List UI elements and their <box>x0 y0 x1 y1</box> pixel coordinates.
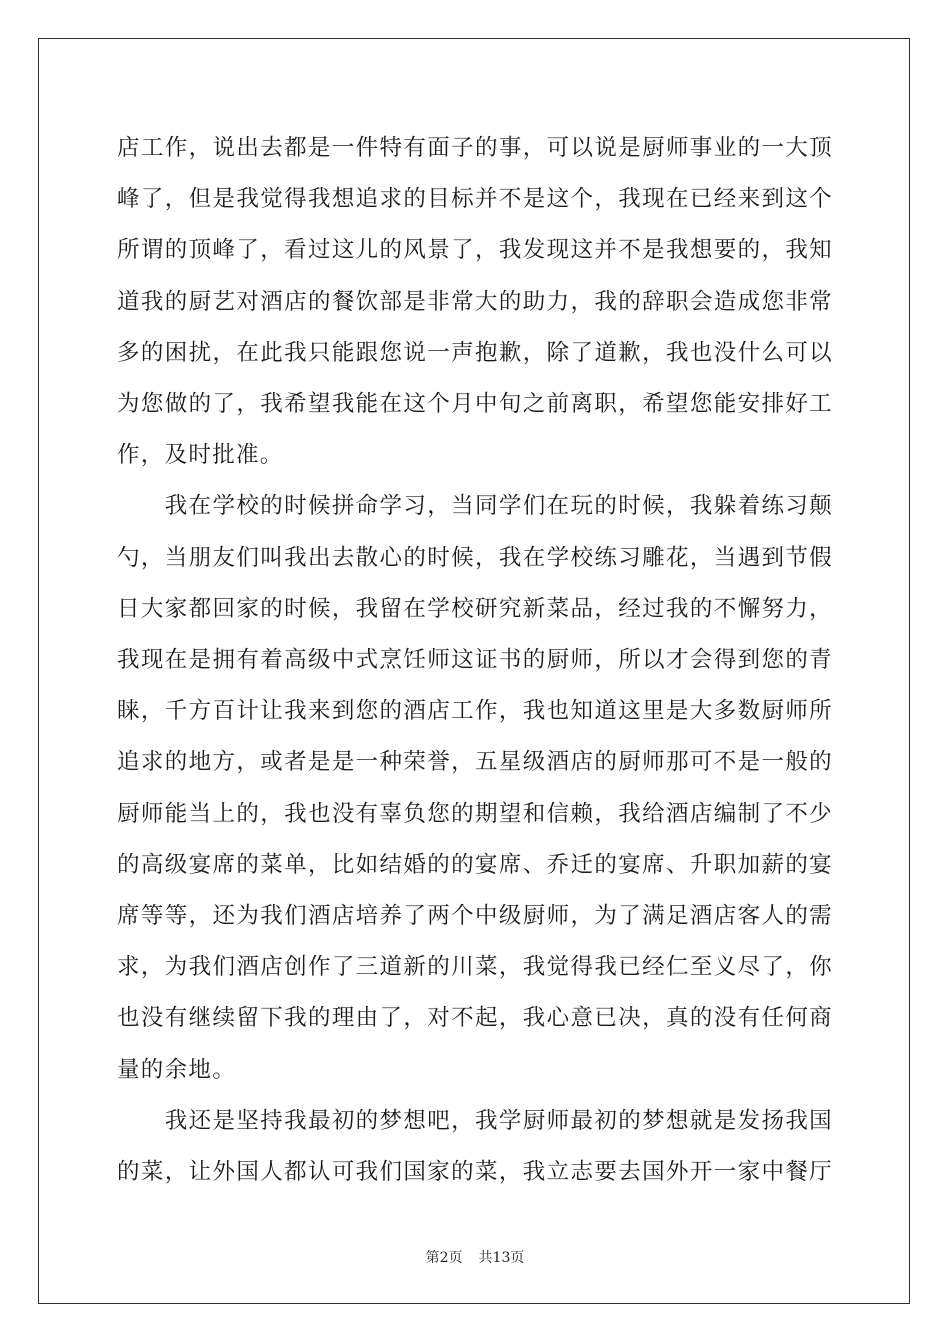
text-line: 席等等，还为我们酒店培养了两个中级厨师，为了满足酒店客人的需 <box>117 903 833 930</box>
text-line: 勺，当朋友们叫我出去散心的时候，我在学校练习雕花，当遇到节假 <box>117 544 833 571</box>
text-line: 所谓的顶峰了，看过这儿的风景了，我发现这并不是我想要的，我知 <box>117 237 833 264</box>
document-body <box>117 123 833 1198</box>
text-line: 日大家都回家的时候，我留在学校研究新菜品，经过我的不懈努力， <box>117 595 833 622</box>
text-line: 也没有继续留下我的理由了，对不起，我心意已决，真的没有任何商 <box>117 1005 833 1032</box>
page-total: 共13页 <box>478 1250 525 1266</box>
paragraph-3 <box>117 1096 833 1198</box>
text-line: 睐，千方百计让我来到您的酒店工作，我也知道这里是大多数厨师所 <box>117 698 833 725</box>
text-line: 厨师能当上的，我也没有辜负您的期望和信赖，我给酒店编制了不少 <box>117 800 833 827</box>
text-line: 量的余地。 <box>117 1056 237 1083</box>
text-line: 为您做的了，我希望我能在这个月中旬之前离职，希望您能安排好工 <box>117 391 833 418</box>
text-line: 我现在是拥有着高级中式烹饪师这证书的厨师，所以才会得到您的青 <box>117 647 833 674</box>
text-line: 作，及时批准。 <box>117 442 284 469</box>
page-footer <box>0 1247 950 1267</box>
text-line: 我还是坚持我最初的梦想吧，我学厨师最初的梦想就是发扬我国 <box>117 1107 833 1134</box>
paragraph-1 <box>117 123 833 481</box>
text-line: 道我的厨艺对酒店的餐饮部是非常大的助力，我的辞职会造成您非常 <box>117 288 833 315</box>
text-line: 多的困扰，在此我只能跟您说一声抱歉，除了道歉，我也没什么可以 <box>117 339 833 366</box>
text-line: 求，为我们酒店创作了三道新的川菜，我觉得我已经仁至义尽了，你 <box>117 954 833 981</box>
text-line: 店工作，说出去都是一件特有面子的事，可以说是厨师事业的一大顶 <box>117 135 833 161</box>
paragraph-2 <box>117 481 833 1095</box>
page-number: 第2页 <box>425 1250 463 1266</box>
text-line: 我在学校的时候拼命学习，当同学们在玩的时候，我躲着练习颠 <box>117 493 833 520</box>
text-line: 的高级宴席的菜单，比如结婚的的宴席、乔迁的宴席、升职加薪的宴 <box>117 851 833 878</box>
text-line: 追求的地方，或者是是一种荣誉，五星级酒店的厨师那可不是一般的 <box>117 749 833 776</box>
text-line: 峰了，但是我觉得我想追求的目标并不是这个，我现在已经来到这个 <box>117 186 833 213</box>
text-line: 的菜，让外国人都认可我们国家的菜，我立志要去国外开一家中餐厅 <box>117 1159 833 1186</box>
